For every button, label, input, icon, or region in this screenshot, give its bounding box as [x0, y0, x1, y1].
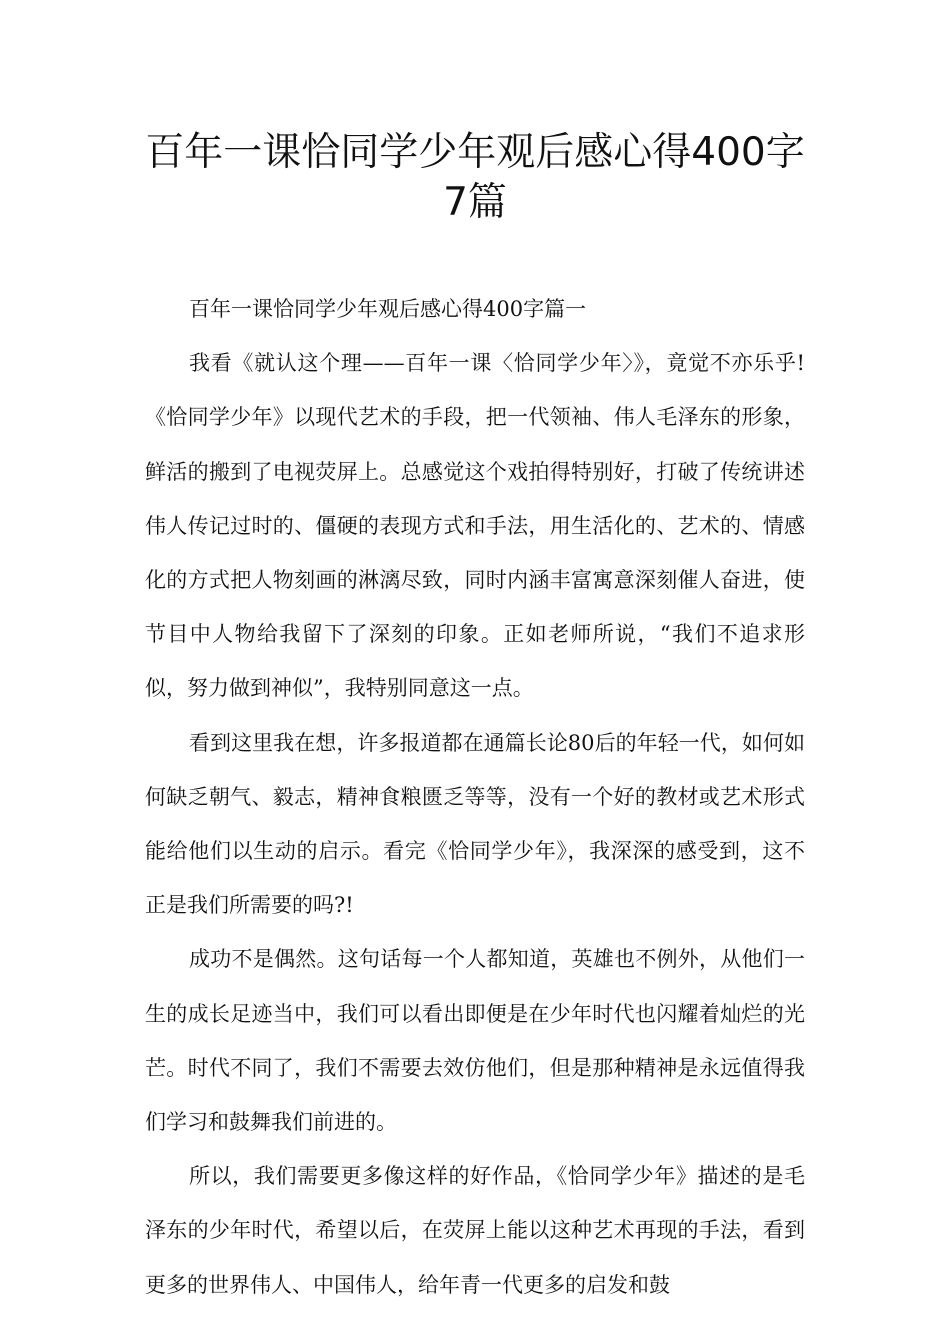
document-title-line-2: 7篇: [443, 180, 507, 225]
document-title-line-1: 百年一课恰同学少年观后感心得400字: [145, 130, 805, 175]
paragraph-3: 成功不是偶然。这句话每一个人都知道，英雄也不例外，从他们一生的成长足迹当中，我们可以看出即便是在少年时代也闪耀着灿烂的光芒。时代不同了，我们不需要去效仿他们，但是那种精神是永远值得我们学习和鼓舞我们前进的。: [145, 947, 805, 1135]
paragraph-1: 我看《就认这个理——百年一课〈恰同学少年〉》，竟觉不亦乐乎!《恰同学少年》以现代艺术的手段，把一代领袖、伟人毛泽东的形象，鲜活的搬到了电视荧屏上。总感觉这个戏拍得特别好，打破了传统讲述伟人传记过时的、僵硬的表现方式和手法，用生活化的、艺术的、情感化的方式把人物刻画的淋漓尽致，同时内涵丰富寓意深刻催人奋进，使节目中人物给我留下了深刻的印象。正如老师所说，“我们不追求形似，努力做到神似”，我特别同意这一点。: [145, 351, 805, 701]
section-heading: 百年一课恰同学少年观后感心得400字篇一: [189, 297, 587, 321]
document-title: [120, 128, 830, 228]
paragraph-2: 看到这里我在想，许多报道都在通篇长论80后的年轻一代，如何如何缺乏朝气、毅志，精神食粮匮乏等等，没有一个好的教材或艺术形式能给他们以生动的启示。看完《恰同学少年》，我深深的感受到，这不正是我们所需要的吗?!: [145, 730, 805, 918]
paragraph-4: 所以，我们需要更多像这样的好作品，《恰同学少年》描述的是毛泽东的少年时代，希望以后，在荧屏上能以这种艺术再现的手法，看到更多的世界伟人、中国伟人，给年青一代更多的启发和鼓: [145, 1164, 805, 1297]
document-body: [145, 282, 805, 1312]
